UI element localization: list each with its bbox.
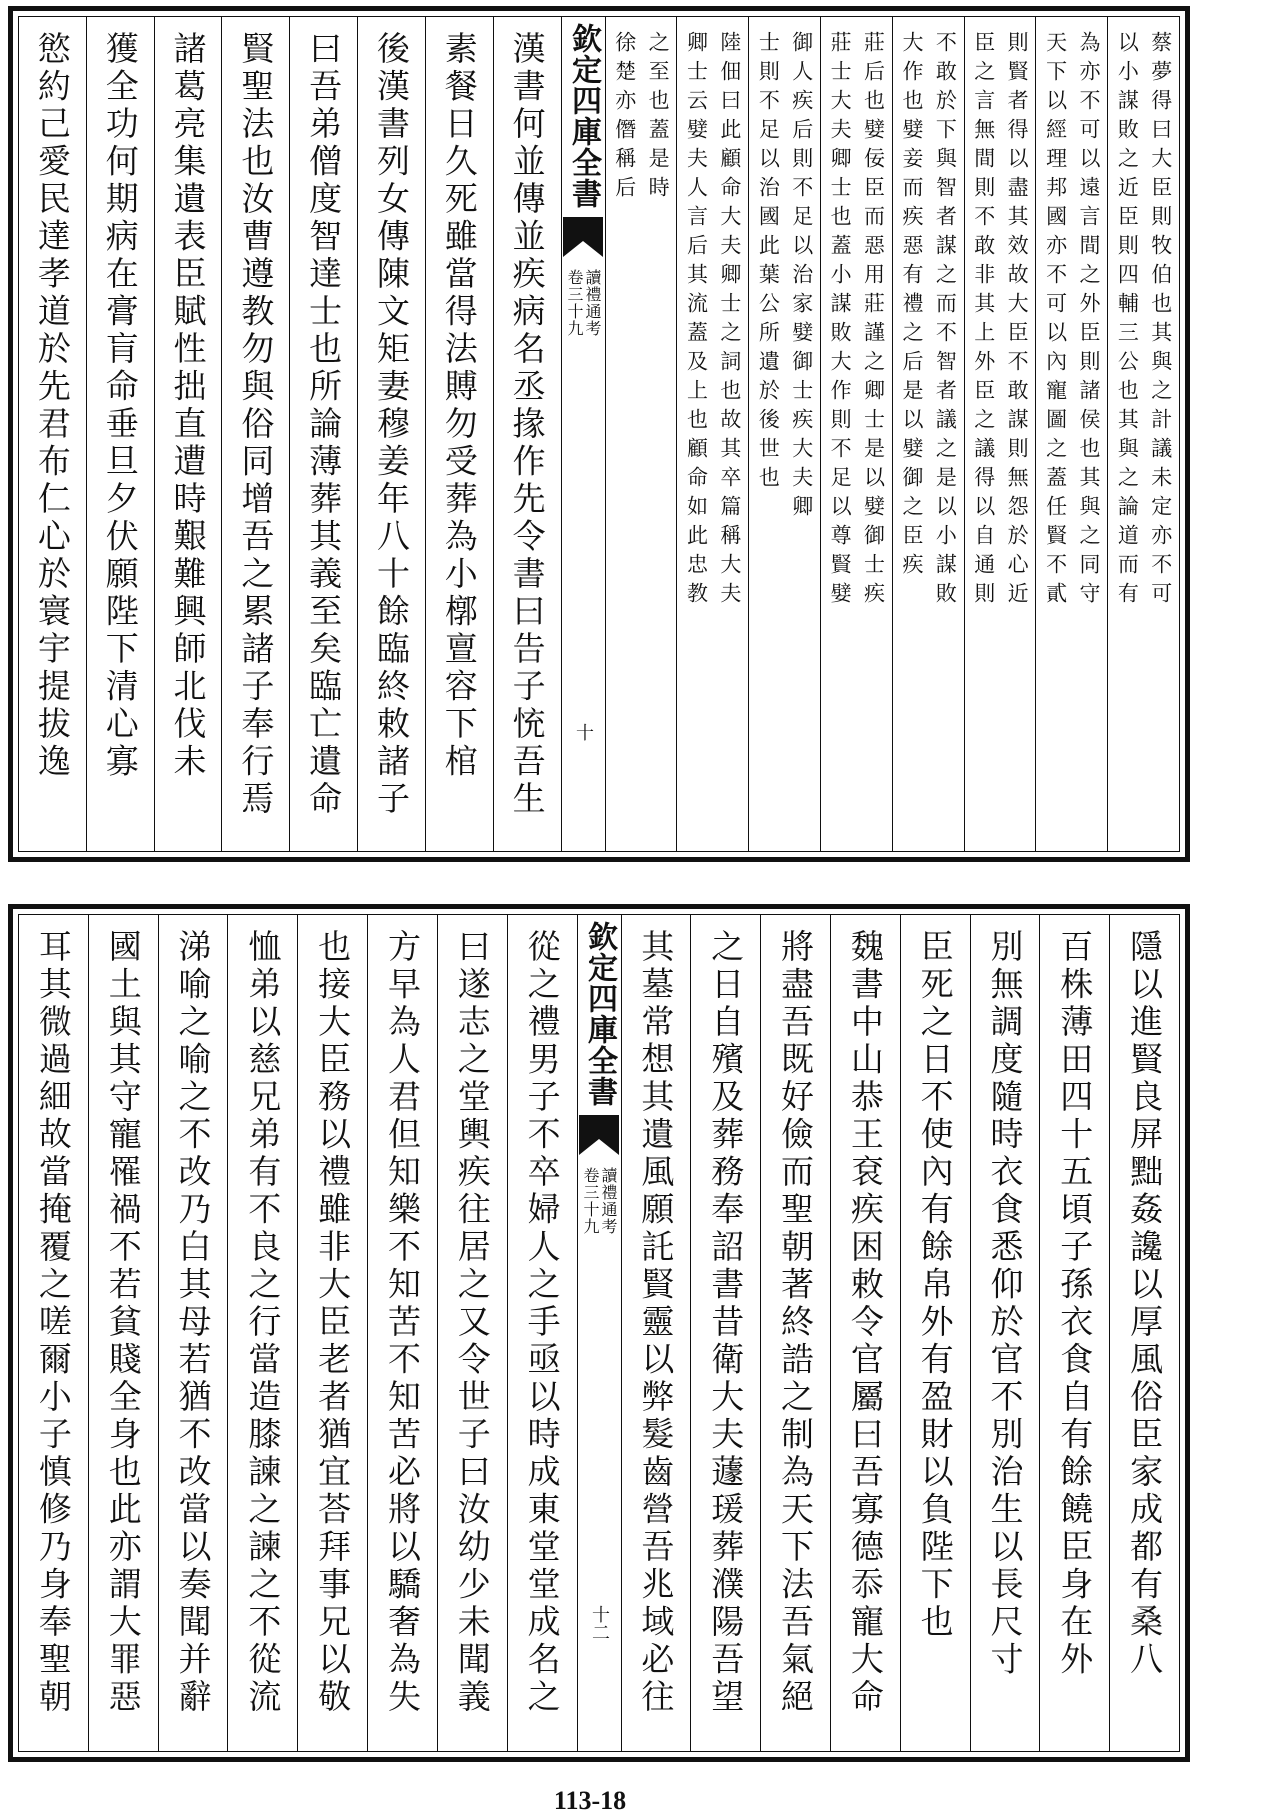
text-column <box>227 915 297 1751</box>
top-small-column <box>820 17 892 851</box>
text-line: 慾約己愛民達孝道於先君布仁心於寰宇提拔逸 <box>32 31 72 781</box>
text-line: 其墓常想其遺風願託賢靈以弊髮齒營吾兆域必往 <box>636 929 676 1717</box>
top-small-column <box>892 17 964 851</box>
text-line: 賢聖法也汝曹遵教勿與俗同增吾之累諸子奉行焉 <box>236 31 276 819</box>
top-small-column <box>676 17 748 851</box>
top-page <box>8 6 1190 862</box>
annotation-line: 御人疾后則不足以治家嬖御士疾大夫卿 <box>789 31 814 524</box>
text-line: 曰遂志之堂輿疾往居之又令世子曰汝幼少未聞義 <box>452 929 492 1717</box>
annotation-line: 天下以經理邦國亦不可以內寵圖之蓋任賢不貳 <box>1043 31 1068 611</box>
text-column <box>690 915 760 1751</box>
annotation-line: 大作也嬖妾而疾惡有禮之后是以嬖御之臣疾 <box>899 31 924 582</box>
bottom-fold-column <box>577 915 621 1751</box>
leaf-number: 十二 <box>589 1605 610 1641</box>
text-line: 涕喻之喻之不改乃白其母若猶不改當以奏聞并辭 <box>173 929 213 1717</box>
bottom-page-columns <box>19 915 1179 1751</box>
volume-label <box>582 1167 616 1235</box>
annotation-line: 徐楚亦僭稱后 <box>612 31 637 205</box>
top-small-column <box>1107 17 1179 851</box>
text-column <box>900 915 970 1751</box>
top-small-column <box>964 17 1036 851</box>
text-column <box>158 915 228 1751</box>
top-small-column <box>1035 17 1107 851</box>
annotation-line: 卿士云嬖夫人言后其流蓋及上也顧命如此忠教 <box>684 31 709 611</box>
text-column <box>493 17 561 851</box>
top-small-column <box>748 17 820 851</box>
bottom-page-border <box>18 914 1180 1752</box>
annotation-line: 則賢者得以盡其效故大臣不敢謀則無怨於心近 <box>1005 31 1030 611</box>
text-line: 曰吾弟僧度智達士也所論薄葬其義至矣臨亡遺命 <box>304 31 344 819</box>
text-line: 方早為人君但知樂不知苦不知苦必將以驕奢為失 <box>382 929 422 1717</box>
text-line: 素餐日久死雖當得法賻勿受葬為小槨亶容下棺 <box>439 31 479 781</box>
text-line: 獲全功何期病在膏肓命垂旦夕伏願陛下清心寡 <box>100 31 140 781</box>
text-column <box>19 17 86 851</box>
text-column <box>507 915 577 1751</box>
text-column <box>19 915 88 1751</box>
text-column <box>760 915 830 1751</box>
text-line: 恤弟以慈兄弟有不良之行當造膝諫之諫之不從流 <box>243 929 283 1717</box>
text-line: 也接大臣務以禮雖非大臣老者猶宜荅拜事兄以敬 <box>313 929 353 1717</box>
annotation-line: 以小謀敗之近臣則四輔三公也其與之論道而有 <box>1115 31 1140 611</box>
text-column <box>437 915 507 1751</box>
text-line: 後漢書列女傳陳文矩妻穆姜年八十餘臨終敕諸子 <box>371 31 411 819</box>
text-line: 漢書何並傳並疾病名丞掾作先令書曰告子㤝吾生 <box>507 31 547 819</box>
top-page-border <box>18 16 1180 852</box>
annotation-line: 莊士大夫卿士也蓋小謀敗大作則不足以尊賢嬖 <box>828 31 853 611</box>
text-column <box>221 17 289 851</box>
text-column <box>970 915 1040 1751</box>
text-line: 百株薄田四十五頃子孫衣食自有餘饒臣身在外 <box>1055 929 1095 1679</box>
text-column <box>1039 915 1109 1751</box>
annotation-line: 士則不足以治國此葉公所遺於後世也 <box>756 31 781 495</box>
text-line: 之日自殯及葬務奉詔書昔衛大夫蘧瑗葬濮陽吾望 <box>706 929 746 1717</box>
text-column <box>357 17 425 851</box>
text-line: 魏書中山恭王袞疾困敕令官屬曰吾寡德忝寵大命 <box>845 929 885 1717</box>
volume-number: 卷三十九 <box>581 1167 600 1235</box>
annotation-line: 莊后也嬖佞臣而惡用莊謹之卿士是以嬖御士疾 <box>861 31 886 611</box>
text-line: 耳其微過細故當掩覆之嗟爾小子慎修乃身奉聖朝 <box>33 929 73 1717</box>
top-fold-column <box>561 17 605 851</box>
volume-number: 卷三十九 <box>565 269 584 337</box>
text-column <box>86 17 154 851</box>
top-small-column <box>605 17 677 851</box>
annotation-line: 蔡夢得曰大臣則牧伯也其與之計議未定亦不可 <box>1148 31 1173 611</box>
volume-label <box>566 269 600 337</box>
text-column <box>289 17 357 851</box>
text-column <box>367 915 437 1751</box>
text-line: 隱以進賢良屏黜姦讒以厚風俗臣家成都有桑八 <box>1125 929 1165 1679</box>
book-title: 欽定四庫全書 <box>582 921 617 1107</box>
book-sub-title: 讀禮通考 <box>599 1167 618 1235</box>
text-column <box>425 17 493 851</box>
book-sub-title: 讀禮通考 <box>583 269 602 337</box>
text-line: 將盡吾既好儉而聖朝著終誥之制為天下法吾氣絕 <box>776 929 816 1717</box>
text-line: 臣死之日不使內有餘帛外有盈財以負陛下也 <box>915 929 955 1642</box>
annotation-line: 陸佃曰此顧命大夫卿士之詞也故其卒篇稱大夫 <box>717 31 742 611</box>
fishtail-mark-icon <box>561 217 605 267</box>
text-column <box>88 915 158 1751</box>
annotation-line: 之至也蓋是時 <box>646 31 671 205</box>
annotation-line: 臣之言無間則不敢非其上外臣之議得以自通則 <box>971 31 996 611</box>
text-column <box>297 915 367 1751</box>
text-column <box>1109 915 1179 1751</box>
text-column <box>621 915 691 1751</box>
bottom-page <box>8 904 1190 1762</box>
text-line: 國土與其守寵罹禍不若貧賤全身也此亦謂大罪惡 <box>103 929 143 1717</box>
footer-page-number: 113-18 <box>553 1786 627 1815</box>
annotation-line: 不敢於下與智者謀之而不智者議之是以小謀敗 <box>933 31 958 611</box>
text-column <box>154 17 222 851</box>
text-line: 別無調度隨時衣食悉仰於官不別治生以長尺寸 <box>985 929 1025 1679</box>
leaf-number: 十 <box>573 723 594 741</box>
text-line: 諸葛亮集遺表臣賦性拙直遭時艱難興師北伐未 <box>168 31 208 781</box>
annotation-line: 為亦不可以遠言間之外臣則諸侯也其與之同守 <box>1076 31 1101 611</box>
text-column <box>830 915 900 1751</box>
fishtail-mark-icon <box>577 1115 621 1165</box>
book-title: 欽定四庫全書 <box>566 23 601 209</box>
text-line: 從之禮男子不卒婦人之手亟以時成東堂堂成名之 <box>522 929 562 1717</box>
top-page-columns <box>19 17 1179 851</box>
